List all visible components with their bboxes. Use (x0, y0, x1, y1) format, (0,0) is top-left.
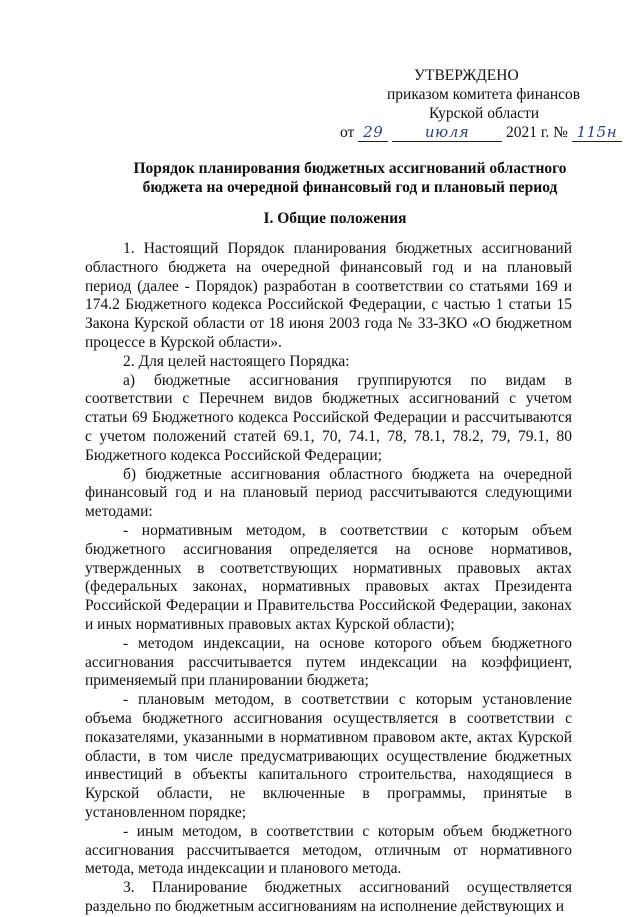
section-title: I. Общие положения (263, 210, 407, 227)
approval-date-line (340, 123, 618, 142)
method-normative: - нормативным методом, в соответствии с которым объем бюджетного ассигнования определяется на основе нормативов, утвержденных в соответствующих нормативных правовых актах (федеральных законах, нормативных правовых актах Президента Российской Федерации и Правительства Российской Федерации, законах и иных нормативных правовых актах Курской области); (85, 521, 572, 633)
date-prefix: от (340, 124, 355, 141)
approval-block (340, 66, 618, 142)
method-indexation: - методом индексации, на основе которого объем бюджетного ассигнования рассчитывается путем индексации на коэффициент, применяемый при планировании бюджета; (85, 634, 572, 690)
approval-line-region: Курской области (429, 105, 540, 122)
paragraph-2b: б) бюджетные ассигнования областного бюджета на очередной финансовый год и на плановый период рассчитываются следующими методами: (85, 465, 572, 521)
date-day-field (358, 124, 388, 142)
approval-line-order: приказом комитета финансов (387, 86, 581, 103)
approval-title: УТВЕРЖДЕНО (414, 67, 519, 84)
document-body (85, 240, 572, 917)
date-day-handwritten: 29 (363, 123, 384, 141)
paragraph-2: 2. Для целей настоящего Порядка: (123, 352, 350, 370)
method-planned: - плановым методом, в соответствии с которым установление объема бюджетного ассигнования осуществляется в соответствии с показателями, указанными в нормативном правовом акте, актах Курской области, в том числе предусматривающих осуществление бюджетных инвестиций в объекты капитального строительства, находящиеся в Курской области, не включенные в программы, принятые в установленном порядке; (85, 691, 572, 821)
document-title-line-2: бюджета на очередной финансовый год и плановый период (142, 179, 558, 196)
document-title (100, 159, 600, 197)
date-year: 2021 г. № (505, 124, 568, 141)
paragraph-1: 1. Настоящий Порядок планирования бюджетных ассигнований областного бюджета на очередной финансовый год и на плановый период (далее - Порядок) разработан в соответствии со статьями 169 и 174.2 Бюджетного кодекса Российской Федерации, с частью 1 статьи 15 Закона Курской области от 18 июня 2003 года № 33-ЗКО «О бюджетном процессе в Курской области». (85, 240, 572, 351)
order-number-field (572, 124, 622, 142)
date-month-field (392, 124, 502, 142)
document-title-line-1: Порядок планирования бюджетных ассигнований областного (133, 160, 567, 177)
order-number-handwritten: 115н (576, 123, 618, 141)
date-month-handwritten: июля (424, 123, 470, 141)
method-other: - иным методом, в соответствии с которым объем бюджетного ассигнования рассчитывается методом, отличным от нормативного метода, метода индексации и планового метода. (85, 822, 572, 878)
paragraph-3: 3. Планирование бюджетных ассигнований осуществляется раздельно по бюджетным ассигнованиям на исполнение действующих и (85, 879, 572, 915)
paragraph-2a: а) бюджетные ассигнования группируются по видам в соответствии с Перечнем видов бюджетных ассигнований с учетом статьи 69 Бюджетного кодекса Российской Федерации и рассчитываются с учетом положений статей 69.1, 70, 74.1, 78, 78.1, 78.2, 79, 79.1, 80 Бюджетного кодекса Российской Федерации; (85, 371, 572, 464)
